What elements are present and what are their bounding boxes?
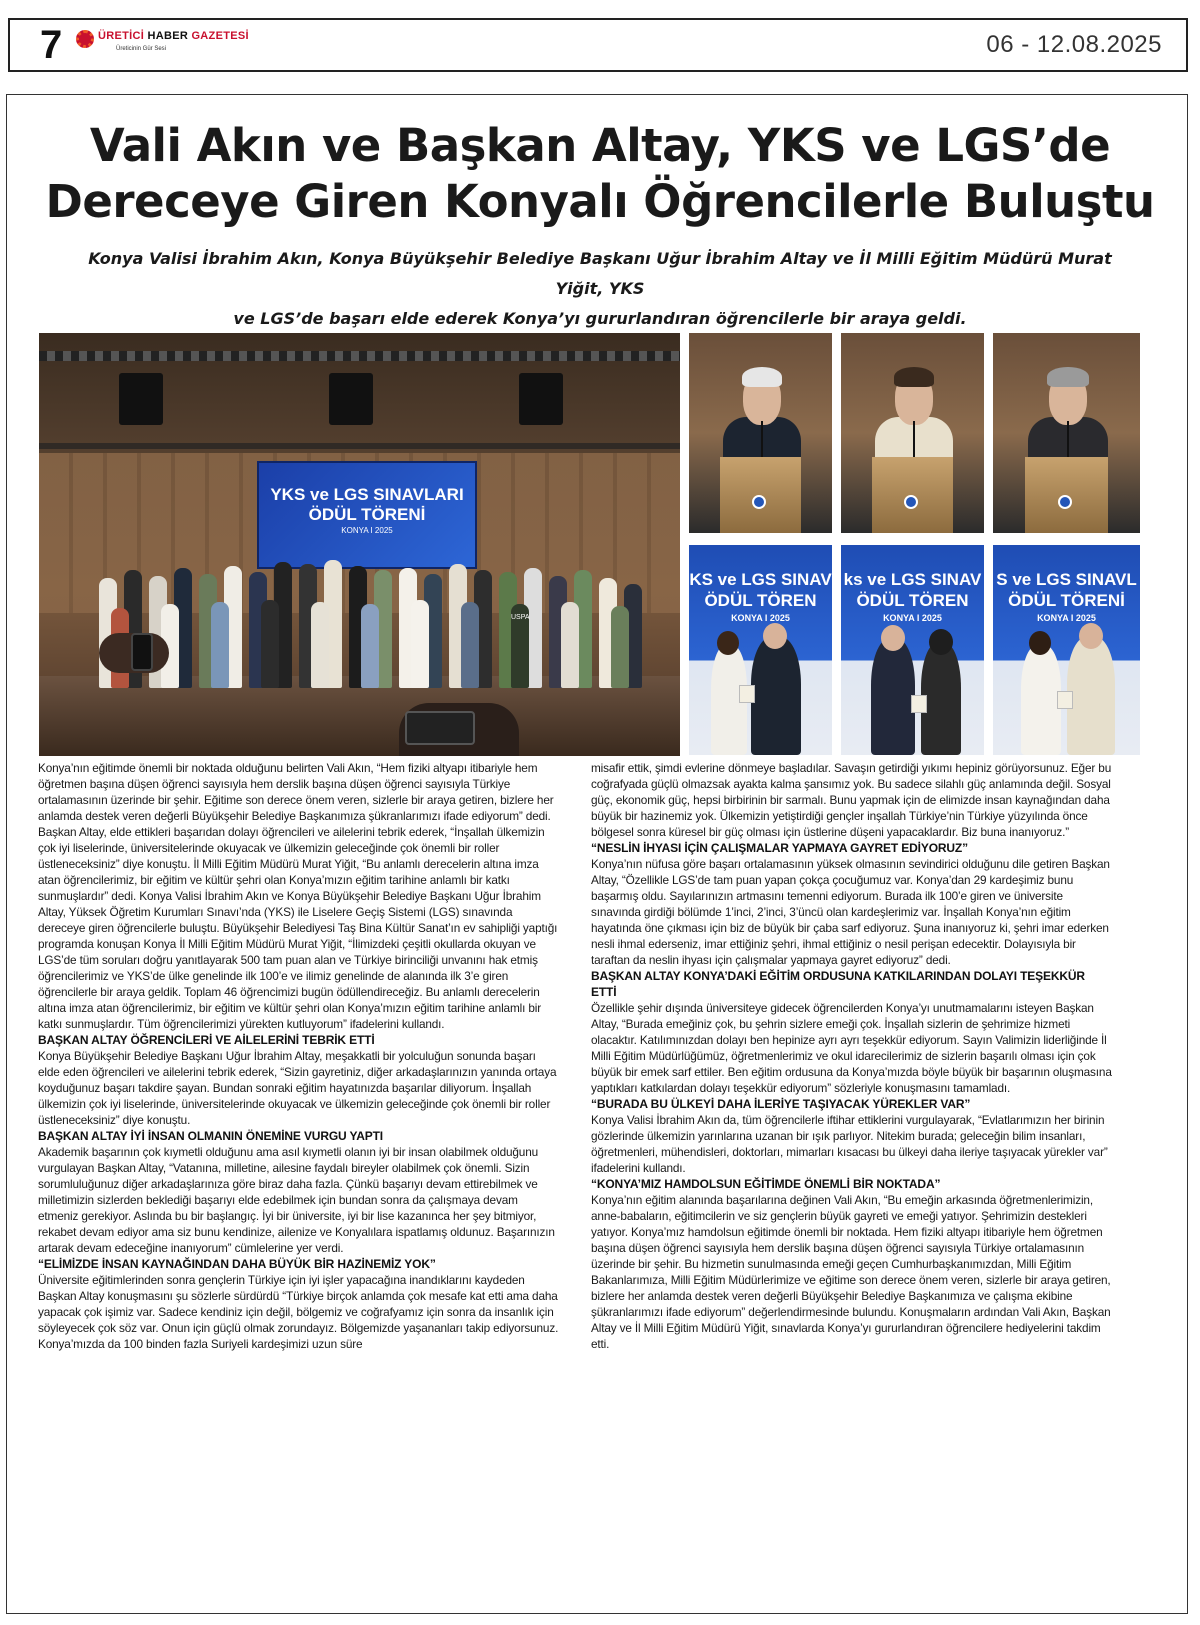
article-spot <box>70 244 1130 334</box>
subheading: BAŞKAN ALTAY ÖĞRENCİLERİ VE AİLELERİNİ TEBRİK ETTİ <box>38 1033 375 1047</box>
stage-truss-lower <box>39 443 680 449</box>
subheading: “KONYA’MIZ HAMDOLSUN EĞİTİMDE ÖNEMLİ BİR NOKTADA” <box>591 1177 941 1191</box>
logo-name-part3: GAZETESİ <box>191 30 249 42</box>
person <box>411 600 429 688</box>
award-photo-1 <box>689 545 832 755</box>
phone-icon <box>131 633 153 671</box>
article-column-left <box>38 760 560 1352</box>
screen-title-line-2: ÖDÜL TÖRENİ <box>308 505 426 524</box>
speaker-hair <box>894 367 934 387</box>
official-figure <box>871 639 915 755</box>
award-banner-line-2: ÖDÜL TÖREN <box>704 591 817 611</box>
gift-bag-icon <box>739 685 755 703</box>
person <box>261 600 279 688</box>
podium-logo-icon <box>1058 495 1072 509</box>
gift-bag-icon <box>1057 691 1073 709</box>
award-banner-line-1: ks ve LGS SINAV <box>843 570 982 590</box>
logo-slogan: Üreticinin Gür Sesi <box>116 46 167 52</box>
award-banner-text <box>841 570 984 624</box>
official-head <box>881 625 905 651</box>
headline-line-1: Vali Akın ve Başkan Altay, YKS ve LGS’de <box>89 119 1111 172</box>
gear-logo-icon <box>76 30 94 48</box>
subheading: BAŞKAN ALTAY İYİ İNSAN OLMANIN ÖNEMİNE VURGU YAPTI <box>38 1129 383 1143</box>
speaker-hair <box>1047 367 1088 387</box>
student-head <box>717 631 739 655</box>
award-photo-2 <box>841 545 984 755</box>
gift-bag-icon <box>911 695 927 713</box>
speaker-photo-mudur <box>993 333 1140 533</box>
official-figure <box>1067 637 1115 755</box>
person <box>211 602 229 688</box>
logo-name-part1: ÜRETİCİ <box>98 30 145 42</box>
paragraph: misafir ettik, şimdi evlerine dönmeye başladılar. Savaşın getirdiği yıkımı hepiniz görüyorsunuz. Eğer bu coğrafyada güçlü olmazsak ayakta kalma şansımız yok. Bu sadece silahlı güç anlamında değil. Sosyal güç, ekonomik güç, hepsi birbirinin bir sarmalı. Bunu yapmak için de elimizde insan kaynağından daha büyük bir hazinemiz yok. Ülkemizin yetiştirdiği gençler inşallah Türkiye’nin Türkiye yüzyılında önce bölgesel sonra küresel bir güç olması için üstlerine düşeni yapacaklardır. Biz buna inanıyoruz.” <box>591 761 1112 839</box>
spot-line-2: ve LGS’de başarı elde ederek Konya’yı gururlandıran öğrencilerle bir araya geldi. <box>233 309 967 328</box>
award-banner-line-1: S ve LGS SINAVL <box>996 570 1137 590</box>
stage-floor <box>39 676 680 756</box>
award-banner-line-2: ÖDÜL TÖRENİ <box>1008 591 1125 611</box>
page-header <box>0 0 1200 86</box>
official-figure <box>751 637 801 755</box>
article-column-right <box>591 760 1113 1352</box>
screen-title-line-1: YKS ve LGS SINAVLARI <box>270 485 464 504</box>
stage-truss <box>39 351 680 361</box>
paragraph: Konya’nın eğitimde önemli bir noktada olduğunu belirten Vali Akın, “Hem fiziki altyapı itibariyle hem öğretmen başına düşen öğrenci sayısıyla hem derslik başına düşen öğrenci sayısıyla Türkiye ortalamasının üzerinde bir şehir. Eğitime son derece önem veren, sizlerle bir araya getiren, bizlere her anlamda destek veren değerli Büyükşehir Belediye Başkanımıza şükranlarımızı ifade ediyorum” dedi. Başkan Altay, elde ettikleri başarıdan dolayı öğrencileri ve ailelerini tebrik ederek, “İnşallah ülkemizin çok iyi liselerinde, üniversitelerinde okuyacak ve ülkemizin geleceğinde çok önemli bir roller üstleneceksiniz” diye konuştu. İl Milli Eğitim Müdürü Murat Yiğit, “Bu anlamlı derecelerin altına imza atan öğrencilerimiz, bir eğitim ve kültür şehri olan Konya’mızın eğitim tarihine anlamlı bir katkı sunmuşlardır” dedi. Konya Valisi İbrahim Akın ve Konya Büyükşehir Belediye Başkanı Uğur İbrahim Altay, Yüksek Öğretim Kurumları Sınavı’nda (YKS) ile Liselere Geçiş Sistemi (LGS) sınavında dereceye giren öğrencilerle buluştu. Büyükşehir Belediyesi Taş Bina Kültür Sanat’ın ev sahipliği yaptığı programda konuşan Konya İl Milli Eğitim Müdürü Murat Yiğit, “İlimizdeki çeşitli okullarda okuyan ve LGS’de tüm soruları doğru yanıtlayarak 500 tam puan alan ve Türkiye birinciliği unvanını hak etmiş öğrencilerimiz ve YKS’de ülke genelinde ilk 100’e ve ilimiz genelinde de alanında ilk 3’e giren öğrencilerle bir araya geldik. Toplam 46 öğrencimizi bugün ödüllendireceğiz. Bu anlamlı derecelerin altına imza atan öğrencilerimiz, bir eğitim ve kültür şehri olan Konya’mızın eğitim tarihine anlamlı bir katkı sunmuşlardır. Tüm öğrencilerimizi yürekten kutluyorum” ifadelerini kullandı. <box>38 761 558 1031</box>
award-banner-line-1: KS ve LGS SINAV <box>689 570 832 590</box>
subheading: “NESLİN İHYASI İÇİN ÇALIŞMALAR YAPMAYA GAYRET EDİYORUZ” <box>591 841 968 855</box>
speaker-photo-baskan <box>841 333 984 533</box>
paragraph: Üniversite eğitimlerinden sonra gençlerin Türkiye için iyi işler yapacağına inandıklarını kaydeden Başkan Altay konuşmasını şu sözlerle sürdürdü “Türkiye birçok anlamda çok mesafe kat etti ama daha yapacak çok işimiz var. Sadece kendiniz için değil, bölgemiz ve coğrafyamız için sonra da insanlık için söyleyecek çok söz var. Onun için güçlü olmak zorundayız. Bölgemizde yaşananları takip ediyorsunuz. Konya’mızda da 100 binden fazla Suriyeli kardeşimizi uzun süre <box>38 1273 559 1351</box>
award-banner-line-3: KONYA I 2025 <box>883 613 942 624</box>
paragraph: Özellikle şehir dışında üniversiteye gidecek öğrencilerden Konya’yı unutmamalarını isteyen Başkan Altay, “Burada emeğiniz çok, bu şehrin sizlere emeği çok. İnşallah sizlerin de şehrimize hizmeti olacaktır. Katılımınızdan dolayı ben hepinize ayrı ayrı teşekkür ediyorum. Sayın Valimizin liderliğinde İl Milli Eğitim Müdürlüğümüz, öğretmenlerimiz ve okul idarecilerimiz de sizlerin başarılı olması için çok büyük bir emek sarf ettiler. Ben eğitim ordusuna da Konya’mızda böyle büyük bir başarının oluşmasına yaptıkları katkılardan dolayı teşekkür ediyorum” sözleriyle konuşmasını tamamladı. <box>591 1001 1112 1095</box>
page-number: 7 <box>40 23 63 67</box>
person-uspa-shirt: USPA <box>511 604 529 688</box>
person <box>311 602 329 688</box>
article-headline <box>0 118 1200 230</box>
subheading: “BURADA BU ÜLKEYİ DAHA İLERİYE TAŞIYACAK YÜREKLER VAR” <box>591 1097 971 1111</box>
speaker-box <box>119 373 163 425</box>
logo-name-part2: HABER <box>147 30 189 42</box>
award-banner-line-2: ÖDÜL TÖREN <box>856 591 969 611</box>
student-head <box>929 629 953 655</box>
paragraph: Konya Valisi İbrahim Akın da, tüm öğrencilerle iftihar ettiklerini vurgulayarak, “Evlatlarımızın her birinin gözlerinde ülkemizin yarınlarına uzanan bir ışık parlıyor. Nitekim burada; geleceğin bilim insanları, öğretmenleri, mühendisleri, doktorları, mimarları kısacası bu ülkeyi daha ileriye taşıyacak yürekler var” ifadelerini kullandı. <box>591 1113 1108 1175</box>
screen-subtitle: KONYA I 2025 <box>341 526 393 535</box>
headline-line-2: Dereceye Giren Konyalı Öğrencilerle Buluştu <box>45 175 1155 228</box>
spot-line-1: Konya Valisi İbrahim Akın, Konya Büyükşehir Belediye Başkanı Uğur İbrahim Altay ve İl Milli Eğitim Müdürü Murat Yiğit, YKS <box>88 249 1112 298</box>
speaker-hair <box>742 367 782 387</box>
paragraph: Konya’nın eğitim alanında başarılarına değinen Vali Akın, “Bu emeğin arkasında öğretmenlerimizin, anne-babaların, eğitimcilerin ve siz gençlerin büyük gayreti ve emeği yatıyor. Şehrimizin destekleri yatıyor. Konya’mız hamdolsun eğitimde önemli bir noktada. Hem fiziki altyapı itibariyle hem öğretmen başına düşen öğrenci sayısıyla hem derslik başına düşen öğrenci sayısıyla Türkiye ortalamasının üzerinde bir şehir. Bu hizmetin sunulmasında emeği geçen Cumhurbaşkanımızdan, Milli Eğitim Bakanlarımıza, Milli Eğitim Müdürlerimize ve eğitime son derece önem veren, sizlerle bir araya getiren, bizlere her anlamda destek veren değerli Büyükşehir Belediye Başkanımıza ve çalışma ekibine şükranlarımızı ifade ediyorum” değerlendirmesinde bulundu. Konuşmaların ardından Vali Akın, Başkan Altay ve İl Milli Eğitim Müdürü Yiğit, sınavlarda Konya’yı gururlandıran öğrencilere hediyelerini takdim etti. <box>591 1193 1111 1351</box>
student-figure <box>1021 645 1061 755</box>
paragraph: Konya Büyükşehir Belediye Başkanı Uğur İbrahim Altay, meşakkatli bir yolculuğun sonunda başarı elde eden öğrencileri ve ailelerini tebrik ederek, “Sizin gayretiniz, diğer arkadaşlarınızın yanında ortaya koyduğunuz başarı takdire şayan. Bundan sonraki eğitim hayatınızda başarılar diliyorum. İnşallah ülkemizin çok iyi liselerinde, üniversitelerinde okuyacak ve ülkemizin geleceğinde çok önemli bir roller üstleneceksiniz” diye konuştu. <box>38 1049 557 1127</box>
award-banner-text <box>993 570 1140 624</box>
speaker-box <box>329 373 373 425</box>
student-figure <box>921 643 961 755</box>
podium-logo-icon <box>904 495 918 509</box>
award-banner-line-3: KONYA I 2025 <box>731 613 790 624</box>
podium-logo-icon <box>752 495 766 509</box>
person <box>361 604 379 688</box>
award-banner-line-3: KONYA I 2025 <box>1037 613 1096 624</box>
person <box>561 602 579 688</box>
award-banner-text <box>689 570 832 624</box>
speaker-photo-vali <box>689 333 832 533</box>
newspaper-logo <box>76 28 249 62</box>
official-head <box>763 623 787 649</box>
person <box>461 602 479 688</box>
subheading: BAŞKAN ALTAY KONYA’DAKİ EĞİTİM ORDUSUNA KATKILARINDAN DOLAYI TEŞEKKÜR ETTİ <box>591 969 1085 999</box>
speaker-box <box>519 373 563 425</box>
logo-name <box>98 30 249 42</box>
official-head <box>1079 623 1103 649</box>
subheading: “ELİMİZDE İNSAN KAYNAĞINDAN DAHA BÜYÜK BİR HAZİNEMİZ YOK” <box>38 1257 436 1271</box>
paragraph: Akademik başarının çok kıymetli olduğunu ama asıl kıymetli olanın iyi bir insan olabilmek olduğunu vurgulayan Başkan Altay, “Vatanına, milletine, ailesine faydalı bireyler olabilmek çok önemli. Sizin sorumluluğunuz diğer arkadaşlarınıza göre biraz daha fazla. Çünkü başarıyı devam ettirebilmek ve milletimizin sizlerden beklediği başarıyı elde edebilmek için bundan sonra da çalışmaya devam etmeniz gerekiyor. Aslında bu bir başlangıç. İyi bir üniversite, iyi bir lise kazanınca her şey bitmiyor, rekabet devam ediyor ama siz bunu kendinize, ailenize ve Konyalılara ispatlamış oldunuz. Başarınızın artarak devam edeceğine inanıyorum” cümlelerine yer verdi. <box>38 1145 555 1255</box>
main-group-photo <box>39 333 680 756</box>
student-head <box>1029 631 1051 655</box>
person <box>611 606 629 688</box>
issue-date: 06 - 12.08.2025 <box>986 31 1162 58</box>
phone-icon <box>405 711 475 745</box>
paragraph: Konya’nın nüfusa göre başarı ortalamasının yüksek olmasının sevindirici olduğunu dile getiren Başkan Altay, “Özellikle LGS’de tam puan yapan çokça çocuğumuz var. Konya’dan 29 kardeşimiz bunu başarmış oldu. Sayılarınızın artmasını temenni ediyorum. Burada ilk 100’e giren ve üniversite sınavında girdiği bölümde 1’inci, 2’inci, 3’üncü olan kardeşlerimiz var. İnşallah Konya’nın eğitim hayatında öne çıkması için biz de büyük bir çaba sarf ediyoruz. Şuna inanıyoruz ki, şehri imar ederken nesli ihmal ederseniz, imar ettiğiniz şehri, ihmal ettiğiniz o nesil perişan edecektir. Dolayısıyla bir taraftan da neslin ihyası için çalışmalar yapmaya gayret ediyoruz” dedi. <box>591 857 1110 967</box>
award-photo-3 <box>993 545 1140 755</box>
